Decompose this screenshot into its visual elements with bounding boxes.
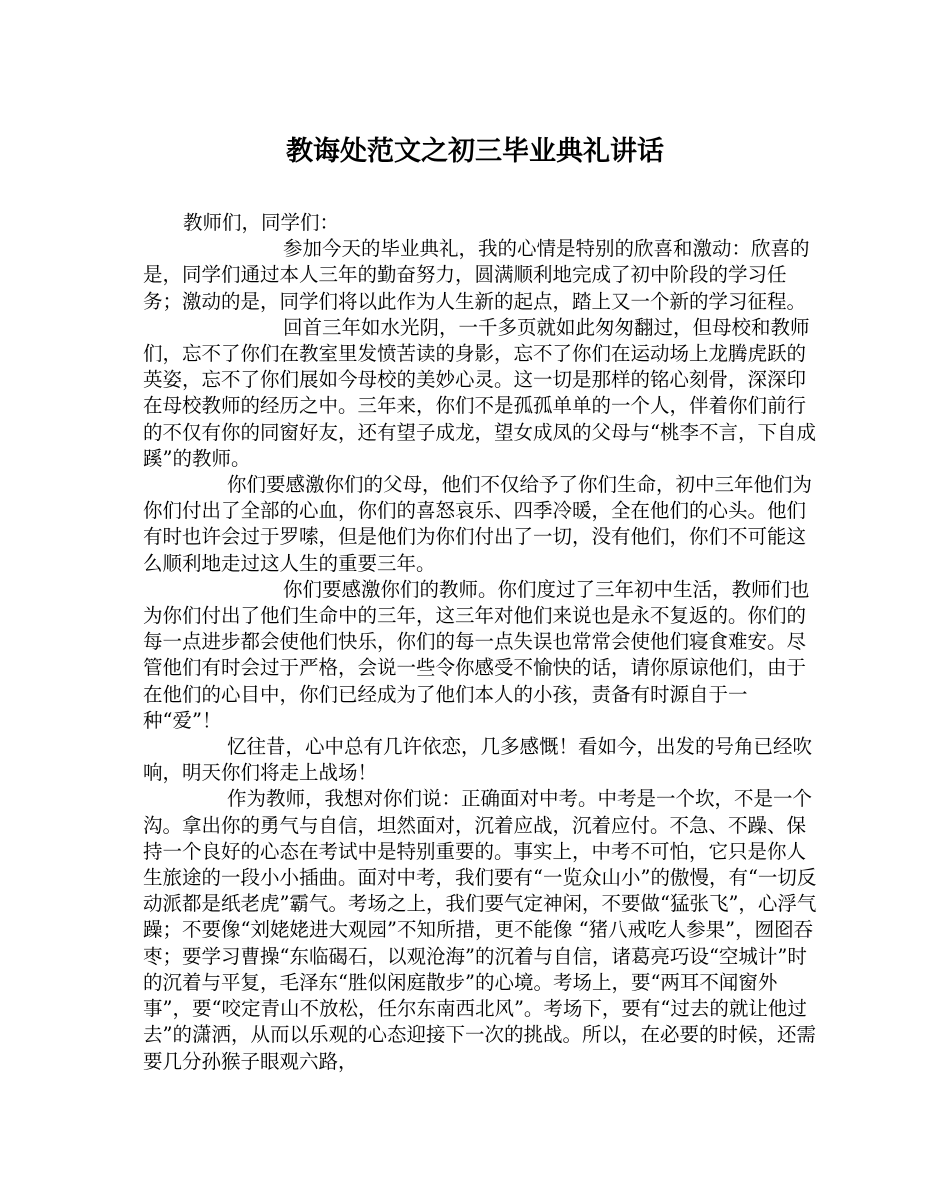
body-paragraph: 你们要感激你们的教师。你们度过了三年初中生活，教师们也为你们付出了他们生命中的三年，这三年对他们来说也是永不复返的。你们的每一点进步都会使他们快乐，你们的每一点失误也常常会使他们寝食难安。尽管他们有时会过于严格，会说一些令你感受不愉快的话，请你原谅他们，由于在他们的心目中，你们已经成为了他们本人的小孩，责备有时源自于一种“爱”！ [143, 577, 810, 732]
document-body [143, 210, 823, 1075]
body-paragraph: 忆往昔，心中总有几许依恋，几多感慨！看如今，出发的号角已经吹响，明天你们将走上战场！ [143, 735, 813, 785]
greeting-paragraph: 教师们，同学们： [183, 211, 340, 234]
body-paragraph: 你们要感激你们的父母，他们不仅给予了你们生命，初中三年他们为你们付出了全部的心血，你们的喜怒哀乐、四季冷暖，全在他们的心头。他们有时也许会过于罗嗦，但是他们为你们付出了一切，没有他们，你们不可能这么顺利地走过这人生的重要三年。 [143, 473, 813, 575]
document-title: 教诲处范文之初三毕业典礼讲话 [286, 136, 664, 167]
body-paragraph: 回首三年如水光阴，一千多页就如此匆匆翻过，但母校和教师们，忘不了你们在教室里发愤苦读的身影，忘不了你们在运动场上龙腾虎跃的英姿，忘不了你们展如今母校的美妙心灵。这一切是那样的铭心刻骨，深深印在母校教师的经历之中。三年来，你们不是孤孤单单的一个人，伴着你们前行的不仅有你的同窗好友，还有望子成龙，望女成凤的父母与“桃李不言，下自成蹊”的教师。 [143, 315, 816, 470]
body-paragraph: 作为教师，我想对你们说：正确面对中考。中考是一个坎，不是一个沟。拿出你的勇气与自信，坦然面对，沉着应战，沉着应付。不急、不躁、保持一个良好的心态在考试中是特别重要的。事实上，中考不可怕，它只是你人生旅途的一段小小插曲。面对中考，我们要有“一览众山小”的傲慢，有“一切反动派都是纸老虎”霸气。考场之上，我们要气定神闲，不要做“猛张飞”，心浮气躁；不要像“刘姥姥进大观园”不知所措，更不能像 “猪八戒吃人参果”，囫囵吞枣；要学习曹操“东临碣石，以观沧海”的沉着与自信，诸葛亮巧设“空城计”时的沉着与平复，毛泽东“胜似闲庭散步”的心境。考场上，要“两耳不闻窗外事”，要“咬定青山不放松，任尔东南西北风”。考场下，要有“过去的就让他过去”的潇洒，从而以乐观的心态迎接下一次的挑战。所以，在必要的时候，还需要几分孙猴子眼观六路， [143, 787, 817, 1073]
body-paragraph: 参加今天的毕业典礼，我的心情是特别的欣喜和激动：欣喜的是，同学们通过本人三年的勤奋努力，圆满顺利地完成了初中阶段的学习任务；激动的是，同学们将以此作为人生新的起点，踏上又一个新的学习征程。 [143, 237, 810, 313]
